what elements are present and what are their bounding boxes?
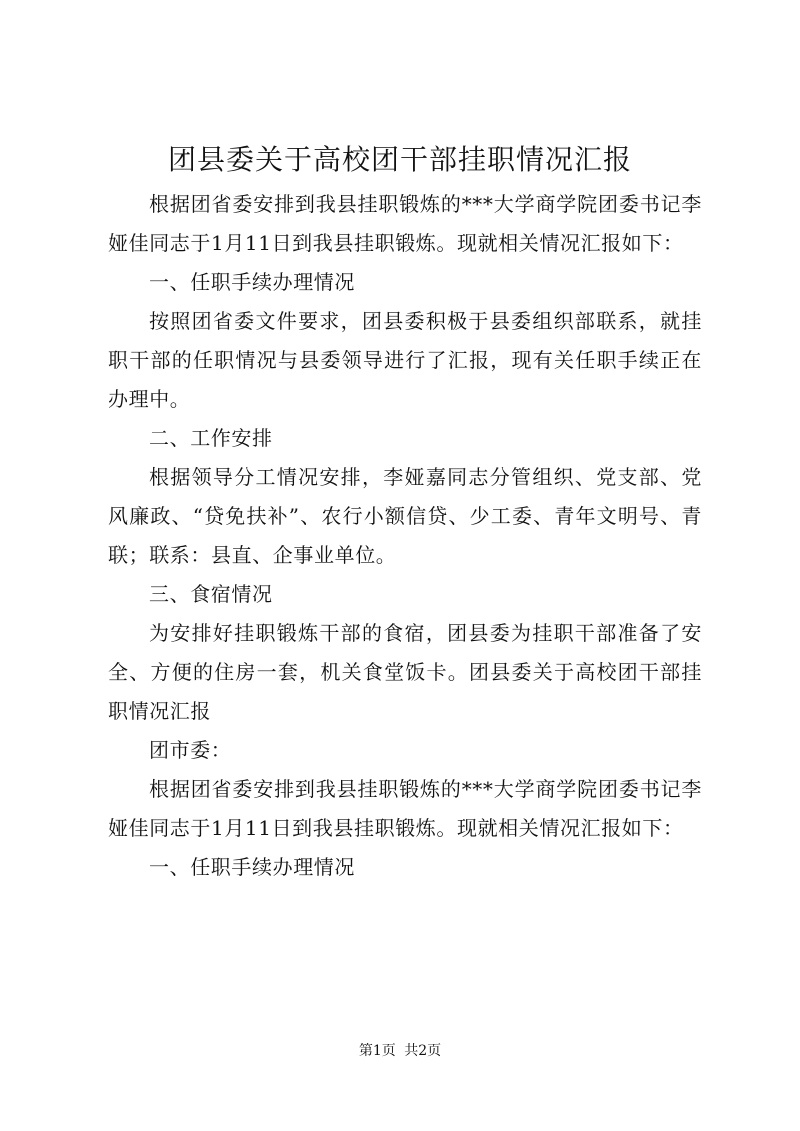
section-heading-appointment: 一、任职手续办理情况	[149, 270, 355, 294]
page-footer	[0, 1041, 800, 1061]
section-heading-lodging: 三、食宿情况	[149, 582, 273, 606]
section-heading-appointment-repeat: 一、任职手续办理情况	[149, 855, 355, 879]
paragraph-work: 根据领导分工情况安排，李娅嘉同志分管组织、党支部、党风廉政、“贷免扶补”、农行小额信贷、少工委、青年文明号、青联；联系：县直、企事业单位。	[108, 465, 702, 567]
document-title: 团县委关于高校团干部挂职情况汇报	[167, 143, 632, 176]
paragraph-intro: 根据团省委安排到我县挂职锻炼的***大学商学院团委书记李娅佳同志于1月11日到我县挂职锻炼。现就相关情况汇报如下：	[108, 192, 702, 255]
paragraph-lodging: 为安排好挂职锻炼干部的食宿，团县委为挂职干部准备了安全、方便的住房一套，机关食堂饭卡。团县委关于高校团干部挂职情况汇报	[108, 621, 702, 723]
page-total: 共2页	[404, 1043, 442, 1059]
page-number: 第1页	[358, 1043, 396, 1059]
document-body	[108, 185, 702, 887]
paragraph-appointment: 按照团省委文件要求，团县委积极于县委组织部联系，就挂职干部的任职情况与县委领导进行了汇报，现有关任职手续正在办理中。	[108, 309, 702, 411]
section-heading-work: 二、工作安排	[149, 426, 273, 450]
paragraph-intro-repeat: 根据团省委安排到我县挂职锻炼的***大学商学院团委书记李娅佳同志于1月11日到我县挂职锻炼。现就相关情况汇报如下：	[108, 777, 702, 840]
addressee-line: 团市委：	[149, 738, 232, 762]
